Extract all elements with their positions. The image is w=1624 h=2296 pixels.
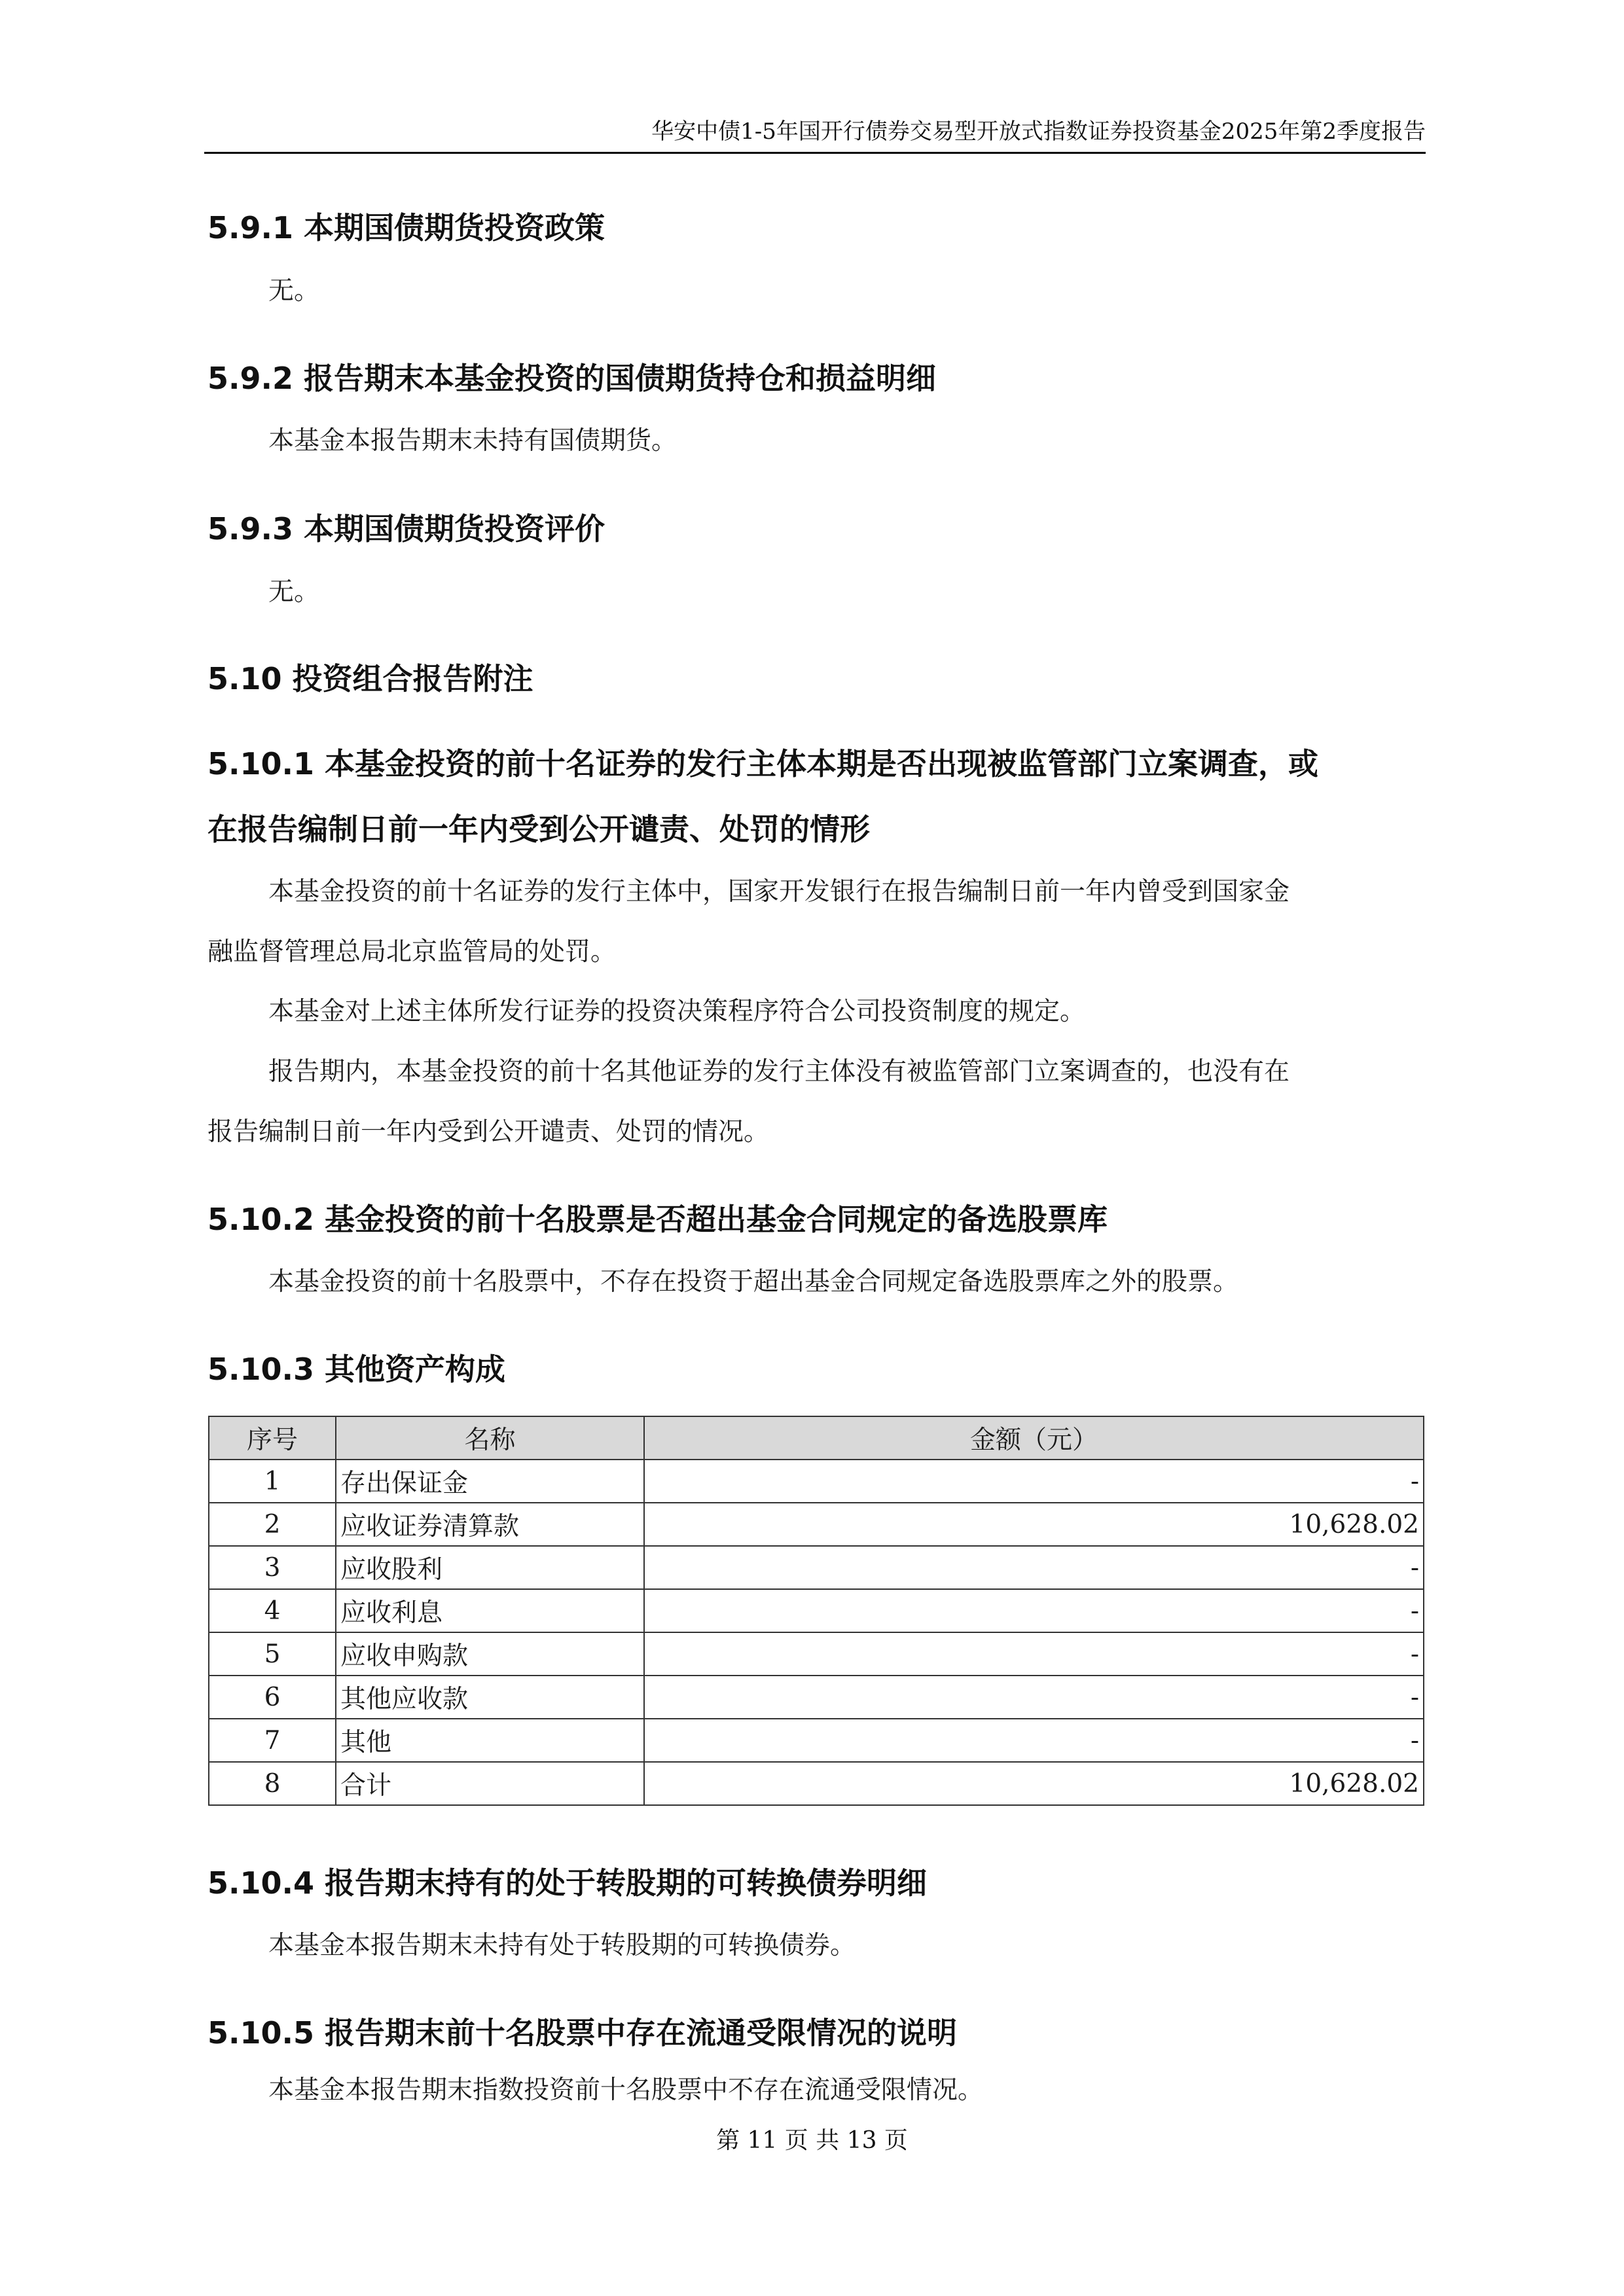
section-heading-5-10-1-line2: 在报告编制日前一年内受到公开谴责、处罚的情形 xyxy=(208,812,870,847)
table-row-total xyxy=(209,1762,1424,1805)
section-heading-5-10-4: 5.10.4 报告期末持有的处于转股期的可转换债券明细 xyxy=(208,1865,927,1901)
section-heading-5-9-1: 5.9.1 本期国债期货投资政策 xyxy=(208,210,605,245)
section-heading-5-10-3: 5.10.3 其他资产构成 xyxy=(208,1352,505,1387)
column-header-seq: 序号 xyxy=(209,1416,336,1460)
column-header-name: 名称 xyxy=(336,1416,644,1460)
section-heading-5-10-2: 5.10.2 基金投资的前十名股票是否超出基金合同规定的备选股票库 xyxy=(208,1202,1108,1237)
section-heading-5-10-1-line1: 5.10.1 本基金投资的前十名证券的发行主体本期是否出现被监管部门立案调查，或 xyxy=(208,746,1318,781)
section-heading-5-9-3: 5.9.3 本期国债期货投资评价 xyxy=(208,511,605,547)
cell-name: 其他应收款 xyxy=(336,1676,644,1719)
section-text-5-9-1: 无。 xyxy=(268,276,320,306)
page-number: 第 11 页 共 13 页 xyxy=(716,2127,908,2154)
page-header: 华安中债1-5年国开行债券交易型开放式指数证券投资基金2025年第2季度报告 xyxy=(651,118,1426,145)
cell-amount: - xyxy=(644,1546,1424,1589)
cell-amount: - xyxy=(644,1632,1424,1676)
cell-amount: - xyxy=(644,1719,1424,1762)
table-row xyxy=(209,1589,1424,1632)
cell-seq: 7 xyxy=(209,1719,336,1762)
section-text-5-10-1-p1-line1: 本基金投资的前十名证券的发行主体中，国家开发银行在报告编制日前一年内曾受到国家金 xyxy=(268,877,1290,906)
cell-seq: 4 xyxy=(209,1589,336,1632)
cell-name: 合计 xyxy=(336,1762,644,1805)
section-text-5-10-1-p3-line2: 报告编制日前一年内受到公开谴责、处罚的情况。 xyxy=(208,1117,770,1147)
section-text-5-10-4: 本基金本报告期末未持有处于转股期的可转换债券。 xyxy=(268,1931,856,1960)
header-divider xyxy=(204,152,1426,154)
other-assets-table xyxy=(208,1416,1424,1806)
table-row xyxy=(209,1460,1424,1503)
cell-amount: - xyxy=(644,1460,1424,1503)
table-header-row xyxy=(209,1416,1424,1460)
table-row xyxy=(209,1719,1424,1762)
cell-seq: 2 xyxy=(209,1503,336,1546)
cell-amount: 10,628.02 xyxy=(644,1762,1424,1805)
table-row xyxy=(209,1546,1424,1589)
section-text-5-10-2: 本基金投资的前十名股票中，不存在投资于超出基金合同规定备选股票库之外的股票。 xyxy=(268,1267,1239,1297)
table-row xyxy=(209,1632,1424,1676)
section-text-5-10-1-p2: 本基金对上述主体所发行证券的投资决策程序符合公司投资制度的规定。 xyxy=(268,997,1086,1026)
table-row xyxy=(209,1503,1424,1546)
cell-seq: 3 xyxy=(209,1546,336,1589)
section-text-5-10-1-p3-line1: 报告期内，本基金投资的前十名其他证券的发行主体没有被监管部门立案调查的，也没有在 xyxy=(268,1057,1290,1086)
section-text-5-10-1-p1-line2: 融监督管理总局北京监管局的处罚。 xyxy=(208,937,617,967)
column-header-amount: 金额（元） xyxy=(644,1416,1424,1460)
section-text-5-9-2: 本基金本报告期末未持有国债期货。 xyxy=(268,426,677,456)
cell-name: 应收申购款 xyxy=(336,1632,644,1676)
cell-amount: 10,628.02 xyxy=(644,1503,1424,1546)
cell-name: 应收股利 xyxy=(336,1546,644,1589)
cell-name: 应收利息 xyxy=(336,1589,644,1632)
section-text-5-9-3: 无。 xyxy=(268,577,320,607)
section-heading-5-10: 5.10 投资组合报告附注 xyxy=(208,661,533,696)
cell-name: 其他 xyxy=(336,1719,644,1762)
section-text-5-10-5: 本基金本报告期末指数投资前十名股票中不存在流通受限情况。 xyxy=(268,2075,984,2105)
cell-seq: 8 xyxy=(209,1762,336,1805)
cell-name: 应收证券清算款 xyxy=(336,1503,644,1546)
cell-amount: - xyxy=(644,1676,1424,1719)
cell-seq: 5 xyxy=(209,1632,336,1676)
cell-seq: 1 xyxy=(209,1460,336,1503)
cell-amount: - xyxy=(644,1589,1424,1632)
section-heading-5-10-5: 5.10.5 报告期末前十名股票中存在流通受限情况的说明 xyxy=(208,2015,957,2051)
section-heading-5-9-2: 5.9.2 报告期末本基金投资的国债期货持仓和损益明细 xyxy=(208,361,936,396)
cell-name: 存出保证金 xyxy=(336,1460,644,1503)
cell-seq: 6 xyxy=(209,1676,336,1719)
table-row xyxy=(209,1676,1424,1719)
